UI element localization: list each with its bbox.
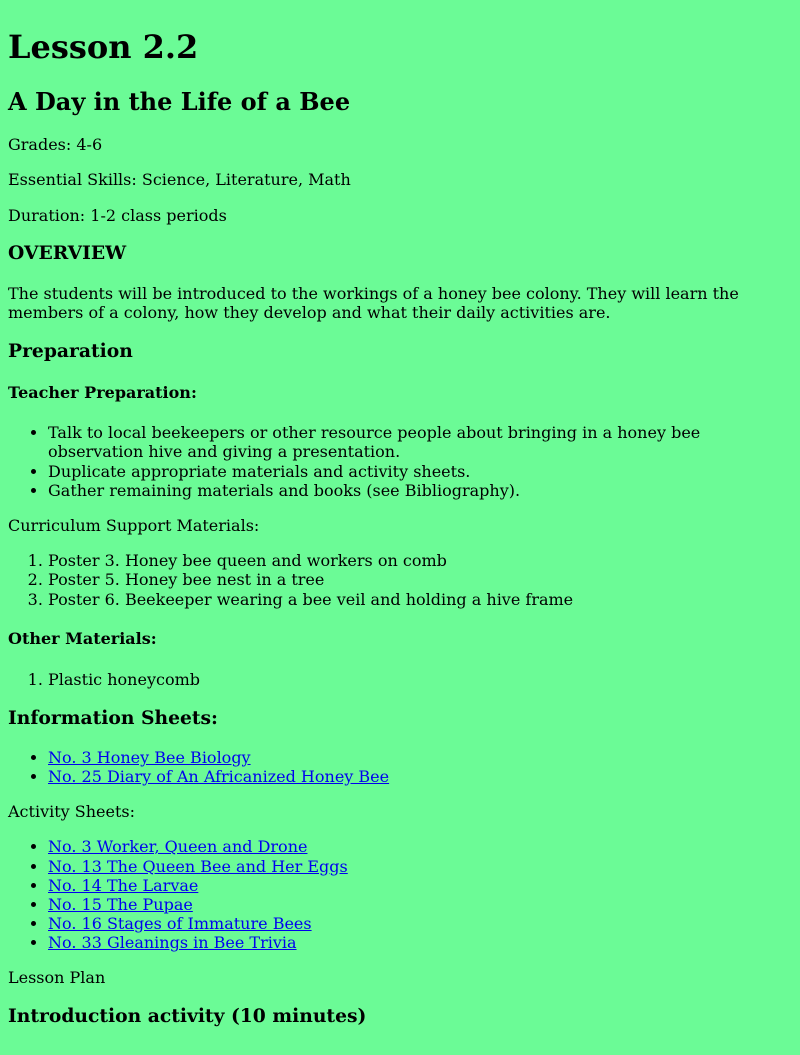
page-title: Lesson 2.2 bbox=[8, 28, 199, 67]
activity-sheet-link[interactable]: No. 16 Stages of Immature Bees bbox=[48, 914, 312, 934]
information-sheets-heading: Information Sheets: bbox=[8, 706, 218, 729]
lesson-subtitle: A Day in the Life of a Bee bbox=[8, 86, 351, 116]
list-item bbox=[48, 895, 792, 914]
grades-line: Grades: 4-6 bbox=[8, 135, 103, 155]
activity-sheets-list bbox=[8, 837, 792, 952]
activity-sheets-heading: Activity Sheets: bbox=[8, 802, 136, 822]
list-item bbox=[48, 914, 792, 933]
curriculum-support-list bbox=[8, 551, 792, 609]
activity-sheet-link[interactable]: No. 3 Worker, Queen and Drone bbox=[48, 837, 308, 857]
list-item bbox=[48, 876, 792, 895]
activity-sheet-link[interactable]: No. 33 Gleanings in Bee Trivia bbox=[48, 933, 297, 953]
list-item bbox=[48, 767, 792, 786]
list-item: • Talk to local beekeepers or other resource people about bringing in a honey bee observation hive and giving a presentation. bbox=[48, 423, 792, 461]
preparation-heading: Preparation bbox=[8, 339, 133, 362]
list-item: 2. Poster 5. Honey bee nest in a tree bbox=[48, 570, 792, 589]
information-sheet-link[interactable]: No. 3 Honey Bee Biology bbox=[48, 747, 251, 767]
list-item bbox=[48, 748, 792, 767]
list-item: 1. Plastic honeycomb bbox=[48, 670, 792, 689]
teacher-preparation-list bbox=[8, 423, 792, 500]
list-item bbox=[48, 837, 792, 856]
other-materials-list bbox=[8, 670, 792, 689]
information-sheet-link[interactable]: No. 25 Diary of An Africanized Honey Bee bbox=[48, 766, 390, 786]
overview-heading: OVERVIEW bbox=[8, 242, 127, 265]
list-item bbox=[48, 857, 792, 876]
lesson-plan-heading: Lesson Plan bbox=[8, 968, 106, 988]
list-item: • Duplicate appropriate materials and activity sheets. bbox=[48, 462, 792, 481]
information-sheets-list bbox=[8, 748, 792, 786]
curriculum-support-heading: Curriculum Support Materials: bbox=[8, 515, 260, 535]
list-item: 1. Poster 3. Honey bee queen and workers on comb bbox=[48, 551, 792, 570]
list-item: • Gather remaining materials and books (see Bibliography). bbox=[48, 481, 792, 500]
duration-line: Duration: 1-2 class periods bbox=[8, 205, 227, 225]
other-materials-heading: Other Materials: bbox=[8, 628, 157, 648]
activity-sheet-link[interactable]: No. 14 The Larvae bbox=[48, 875, 199, 895]
activity-sheet-link[interactable]: No. 13 The Queen Bee and Her Eggs bbox=[48, 856, 348, 876]
list-item bbox=[48, 933, 792, 952]
overview-body: The students will be introduced to the workings of a honey bee colony. They will learn the members of a colony, how they develop and what their daily activities are. bbox=[8, 283, 739, 322]
essential-skills-line: Essential Skills: Science, Literature, Math bbox=[8, 170, 351, 190]
introduction-activity-heading: Introduction activity (10 minutes) bbox=[8, 1005, 367, 1028]
teacher-preparation-heading: Teacher Preparation: bbox=[8, 382, 197, 402]
activity-sheet-link[interactable]: No. 15 The Pupae bbox=[48, 894, 193, 914]
list-item: 3. Poster 6. Beekeeper wearing a bee veil and holding a hive frame bbox=[48, 590, 792, 609]
